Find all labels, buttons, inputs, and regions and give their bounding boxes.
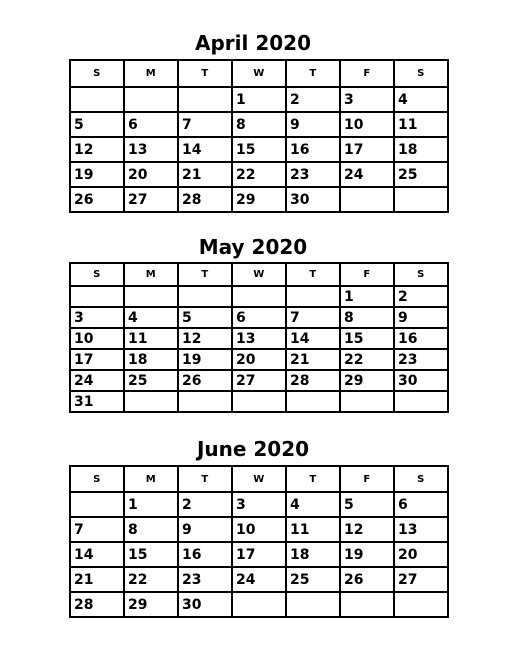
day-cell [124,286,178,307]
weekday-header-tue: T [178,60,232,87]
day-cell: 8 [232,112,286,137]
day-cell: 4 [286,492,340,517]
week-row [70,112,448,137]
day-cell: 3 [232,492,286,517]
day-cell [178,391,232,412]
weekday-header-wed: W [232,60,286,87]
weekday-header-mon: M [124,60,178,87]
week-row [70,517,448,542]
day-cell [70,286,124,307]
day-cell: 2 [178,492,232,517]
day-cell: 21 [70,567,124,592]
day-cell: 17 [70,349,124,370]
day-cell: 12 [70,137,124,162]
day-cell [178,87,232,112]
weekday-header-fri: F [340,60,394,87]
day-cell: 26 [340,567,394,592]
day-cell: 22 [124,567,178,592]
month-grid [69,262,449,413]
day-cell [70,492,124,517]
day-cell: 16 [394,328,448,349]
week-row [70,187,448,212]
day-cell [178,286,232,307]
day-cell [286,592,340,617]
day-cell: 18 [286,542,340,567]
weekday-header-row [70,60,448,87]
weekday-header-sat: S [394,263,448,286]
day-cell: 21 [286,349,340,370]
day-cell: 26 [178,370,232,391]
day-cell [232,286,286,307]
day-cell: 6 [232,307,286,328]
day-cell: 9 [394,307,448,328]
weekday-header-thu: T [286,60,340,87]
week-row [70,492,448,517]
day-cell [124,87,178,112]
day-cell [394,391,448,412]
day-cell: 6 [394,492,448,517]
week-row [70,370,448,391]
week-row [70,162,448,187]
day-cell: 16 [178,542,232,567]
day-cell: 24 [340,162,394,187]
weekday-header-row [70,466,448,492]
day-cell: 11 [124,328,178,349]
day-cell: 20 [232,349,286,370]
weekday-header-tue: T [178,263,232,286]
day-cell: 13 [124,137,178,162]
month-title: June 2020 [196,437,310,461]
day-cell: 8 [124,517,178,542]
month-title: May 2020 [198,235,308,259]
day-cell: 15 [124,542,178,567]
day-cell: 24 [232,567,286,592]
week-row [70,87,448,112]
day-cell: 30 [178,592,232,617]
week-row [70,307,448,328]
day-cell: 29 [124,592,178,617]
day-cell: 15 [340,328,394,349]
week-row [70,137,448,162]
weekday-header-sun: S [70,263,124,286]
weekday-header-mon: M [124,263,178,286]
day-cell: 20 [394,542,448,567]
day-cell: 8 [340,307,394,328]
day-cell: 28 [178,187,232,212]
day-cell: 22 [232,162,286,187]
day-cell: 25 [124,370,178,391]
day-cell: 15 [232,137,286,162]
day-cell: 11 [286,517,340,542]
day-cell: 1 [232,87,286,112]
day-cell: 23 [178,567,232,592]
day-cell: 13 [394,517,448,542]
day-cell: 9 [178,517,232,542]
day-cell [394,592,448,617]
day-cell: 5 [340,492,394,517]
weekday-header-wed: W [232,466,286,492]
day-cell: 3 [340,87,394,112]
week-row [70,391,448,412]
day-cell: 4 [394,87,448,112]
day-cell: 19 [178,349,232,370]
day-cell: 21 [178,162,232,187]
weekday-header-wed: W [232,263,286,286]
day-cell: 1 [340,286,394,307]
day-cell: 19 [340,542,394,567]
day-cell: 27 [232,370,286,391]
week-row [70,286,448,307]
weekday-header-fri: F [340,263,394,286]
month-grid [69,465,449,618]
day-cell: 1 [124,492,178,517]
day-cell: 9 [286,112,340,137]
day-cell: 12 [340,517,394,542]
day-cell: 19 [70,162,124,187]
day-cell: 14 [70,542,124,567]
day-cell: 5 [70,112,124,137]
day-cell [286,391,340,412]
day-cell [394,187,448,212]
weekday-header-sun: S [70,466,124,492]
day-cell: 17 [232,542,286,567]
day-cell: 27 [394,567,448,592]
day-cell: 23 [394,349,448,370]
day-cell: 7 [286,307,340,328]
day-cell: 18 [394,137,448,162]
day-cell: 25 [394,162,448,187]
day-cell: 23 [286,162,340,187]
day-cell [232,391,286,412]
day-cell: 2 [394,286,448,307]
weekday-header-sat: S [394,466,448,492]
day-cell: 18 [124,349,178,370]
day-cell [124,391,178,412]
day-cell: 4 [124,307,178,328]
day-cell: 31 [70,391,124,412]
day-cell: 14 [286,328,340,349]
day-cell: 30 [394,370,448,391]
day-cell [340,187,394,212]
week-row [70,567,448,592]
day-cell: 24 [70,370,124,391]
day-cell: 16 [286,137,340,162]
day-cell: 29 [340,370,394,391]
weekday-header-thu: T [286,466,340,492]
day-cell: 28 [70,592,124,617]
day-cell: 20 [124,162,178,187]
day-cell: 17 [340,137,394,162]
weekday-header-row [70,263,448,286]
day-cell [70,87,124,112]
day-cell: 7 [70,517,124,542]
week-row [70,592,448,617]
month-jun [69,437,439,618]
day-cell: 11 [394,112,448,137]
day-cell: 5 [178,307,232,328]
day-cell: 22 [340,349,394,370]
day-cell: 10 [70,328,124,349]
day-cell [340,592,394,617]
weekday-header-thu: T [286,263,340,286]
day-cell: 7 [178,112,232,137]
day-cell: 29 [232,187,286,212]
day-cell: 26 [70,187,124,212]
day-cell: 12 [178,328,232,349]
weekday-header-tue: T [178,466,232,492]
month-apr [69,31,439,213]
day-cell: 10 [340,112,394,137]
day-cell: 3 [70,307,124,328]
day-cell: 30 [286,187,340,212]
day-cell: 10 [232,517,286,542]
day-cell: 13 [232,328,286,349]
month-may [69,235,439,413]
weekday-header-sun: S [70,60,124,87]
week-row [70,328,448,349]
month-title: April 2020 [195,31,311,55]
week-row [70,542,448,567]
day-cell: 28 [286,370,340,391]
weekday-header-fri: F [340,466,394,492]
day-cell [340,391,394,412]
day-cell: 25 [286,567,340,592]
day-cell: 2 [286,87,340,112]
month-grid [69,59,449,213]
day-cell [286,286,340,307]
day-cell [232,592,286,617]
weekday-header-sat: S [394,60,448,87]
week-row [70,349,448,370]
weekday-header-mon: M [124,466,178,492]
day-cell: 27 [124,187,178,212]
day-cell: 14 [178,137,232,162]
day-cell: 6 [124,112,178,137]
